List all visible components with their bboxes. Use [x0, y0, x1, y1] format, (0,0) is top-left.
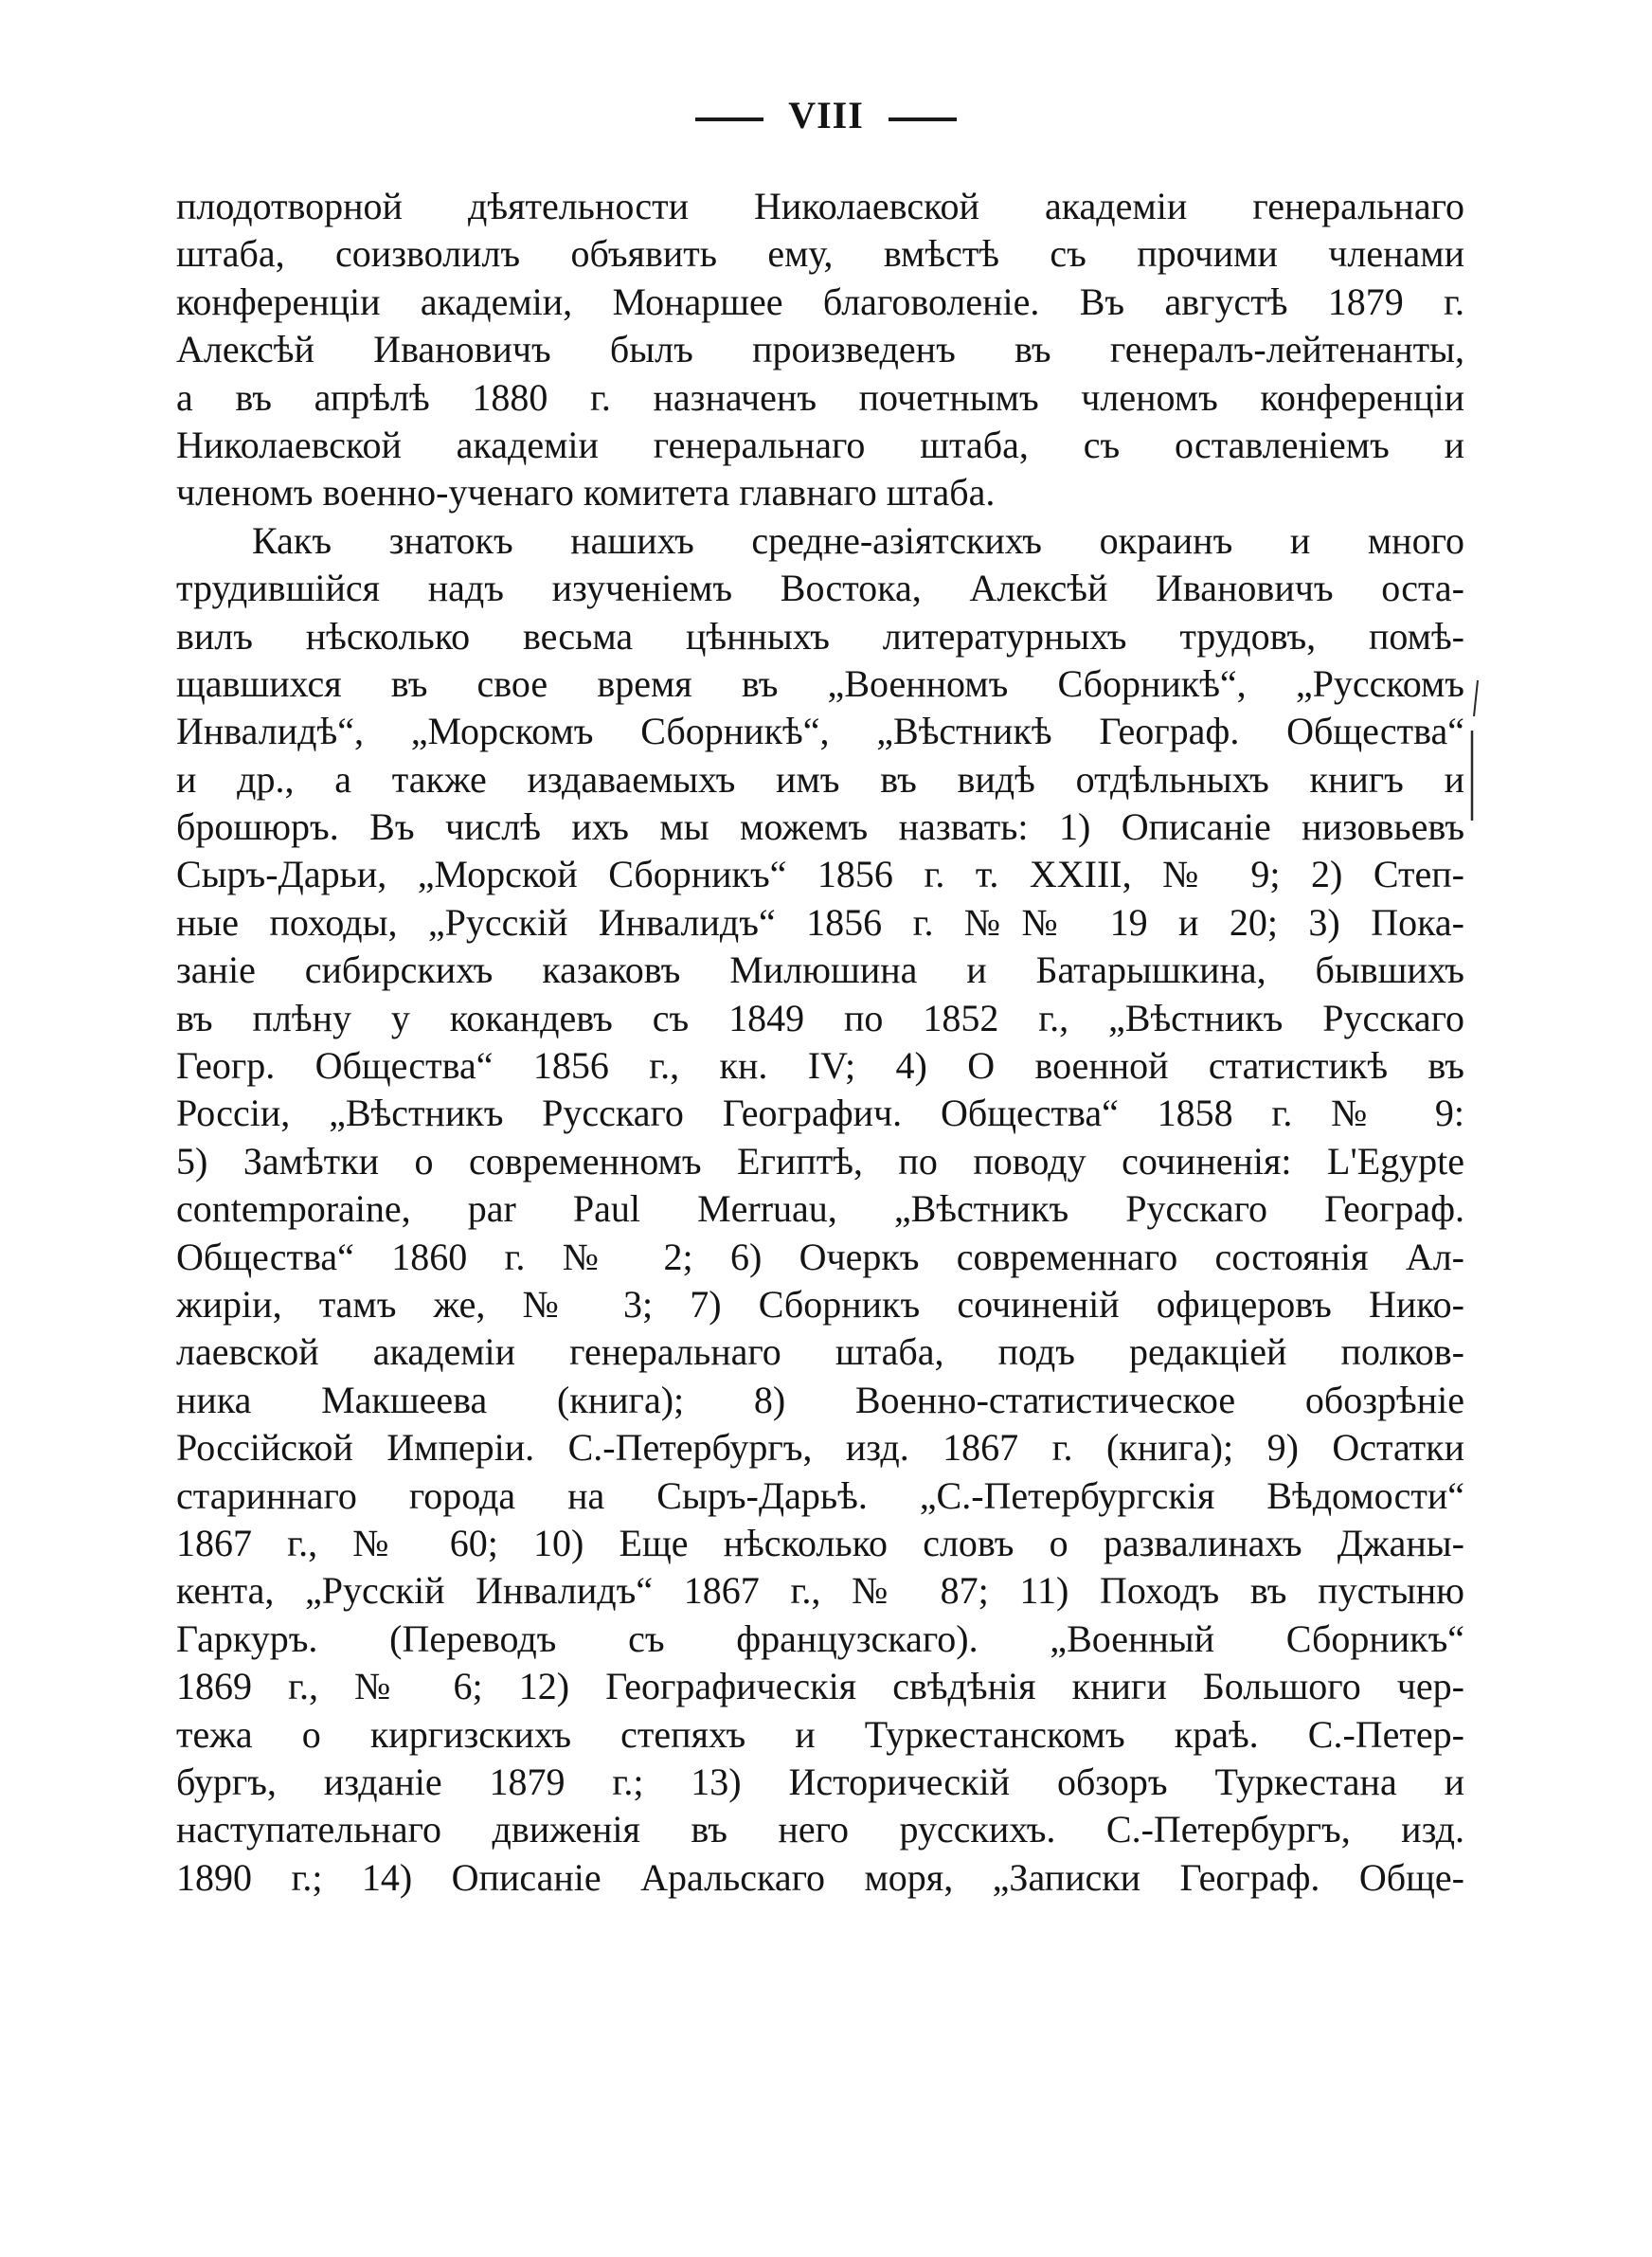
- paragraph-2: [176, 517, 1464, 1902]
- text-line: ные походы, „Русскій Инвалидъ“ 1856 г. №№ 19 и 20; 3) Пока-: [176, 900, 1464, 944]
- text-line: а въ апрѣлѣ 1880 г. назначенъ почетнымъ членомъ конференціи: [176, 375, 1464, 419]
- text-line: contemporaine, par Paul Merruau, „Вѣстникъ Русскаго Географ.: [176, 1187, 1464, 1231]
- text-line: 1867 г., № 60; 10) Еще нѣсколько словъ о развалинахъ Джаны-: [176, 1521, 1464, 1564]
- text-line: членомъ военно-ученаго комитета главнаго штаба.: [176, 471, 996, 515]
- text-line: 1869 г., № 6; 12) Географическія свѣдѣнія книги Большого чер-: [176, 1665, 1464, 1708]
- text-line: плодотворной дѣятельности Николаевской академіи генеральнаго: [176, 185, 1464, 227]
- text-line: кента, „Русскій Инвалидъ“ 1867 г., № 87; 11) Походъ въ пустыню: [176, 1569, 1464, 1613]
- text-line: Какъ знатокъ нашихъ средне-азіятскихъ окраинъ и много: [252, 518, 1464, 562]
- text-line: Россіи, „Вѣстникъ Русскаго Географич. Общества“ 1858 г. № 9:: [176, 1092, 1464, 1135]
- text-line: ника Макшеева (книга); 8) Военно-статистическое обозрѣніе: [176, 1378, 1464, 1421]
- text-line: Гаркуръ. (Переводъ съ французскаго). „Военный Сборникъ“: [176, 1616, 1464, 1660]
- text-line: трудившійся надъ изученіемъ Востока, Алексѣй Ивановичъ оста-: [176, 567, 1464, 610]
- text-line: наступательнаго движенія въ него русскихъ. С.-Петербургъ, изд.: [176, 1808, 1464, 1851]
- page-header: [0, 87, 1652, 144]
- text-line: Инвалидѣ“, „Морскомъ Сборникѣ“, „Вѣстникѣ Географ. Общества“: [176, 710, 1464, 753]
- text-line: Сыръ-Дарьи, „Морской Сборникъ“ 1856 г. т. XXIII, № 9; 2) Степ-: [176, 853, 1464, 896]
- margin-pencil-mark: [1464, 678, 1481, 830]
- text-line: заніе сибирскихъ казаковъ Милюшина и Батарышкина, бывшихъ: [176, 948, 1464, 992]
- text-line: Алексѣй Ивановичъ былъ произведенъ въ генералъ-лейтенанты,: [176, 328, 1464, 371]
- page-body: [176, 183, 1464, 1902]
- text-line: брошюръ. Въ числѣ ихъ мы можемъ назвать: 1) Описаніе низовьевъ: [176, 805, 1464, 849]
- text-line: Россійской Имперіи. С.-Петербургъ, изд. 1867 г. (книга); 9) Остатки: [176, 1426, 1464, 1470]
- text-line: и др., а также издаваемыхъ имъ въ видѣ отдѣльныхъ книгъ и: [176, 757, 1464, 801]
- text-line: штаба, соизволилъ объявить ему, вмѣстѣ съ прочими членами: [176, 232, 1464, 276]
- text-line: щавшихся въ свое время въ „Военномъ Сборникѣ“, „Русскомъ: [176, 661, 1464, 705]
- text-line: 1890 г.; 14) Описаніе Аральскаго моря, „Записки Географ. Обще-: [176, 1855, 1464, 1899]
- text-line: вилъ нѣсколько весьма цѣнныхъ литературныхъ трудовъ, помѣ-: [176, 614, 1464, 658]
- text-line: Геогр. Общества“ 1856 г., кн. IV; 4) О военной статистикѣ въ: [176, 1044, 1464, 1088]
- text-line: конференціи академіи, Монаршее благоволеніе. Въ августѣ 1879 г.: [176, 280, 1464, 323]
- text-line: въ плѣну у кокандевъ съ 1849 по 1852 г., „Вѣстникъ Русскаго: [176, 996, 1464, 1039]
- header-dash-left: [695, 117, 763, 121]
- text-line: стариннаго города на Сыръ-Дарьѣ. „С.-Петербургскія Вѣдомости“: [176, 1473, 1464, 1517]
- text-line: жиріи, тамъ же, № 3; 7) Сборникъ сочиненій офицеровъ Нико-: [176, 1282, 1464, 1326]
- text-line: тежа о киргизскихъ степяхъ и Туркестанскомъ краѣ. С.-Петер-: [176, 1712, 1464, 1756]
- text-line: бургъ, изданіе 1879 г.; 13) Историческій обзоръ Туркестана и: [176, 1760, 1464, 1803]
- text-line: лаевской академіи генеральнаго штаба, подъ редакціей полков-: [176, 1330, 1464, 1374]
- header-dash-right: [889, 117, 957, 121]
- text-line: Общества“ 1860 г. № 2; 6) Очеркъ современнаго состоянія Ал-: [176, 1235, 1464, 1278]
- text-line: Николаевской академіи генеральнаго штаба, съ оставленіемъ и: [176, 423, 1464, 466]
- text-line: 5) Замѣтки о современномъ Египтѣ, по поводу сочиненія: L'Egypte: [176, 1139, 1464, 1183]
- paragraph-1: [176, 183, 1464, 517]
- page-number: VIII: [788, 94, 864, 136]
